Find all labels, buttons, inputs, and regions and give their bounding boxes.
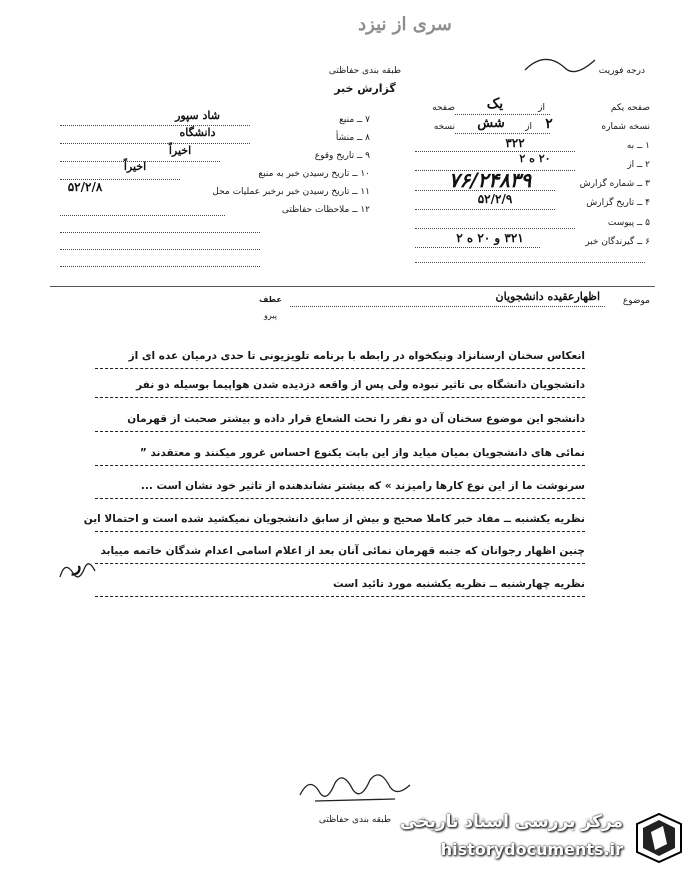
margin-scribble (55, 555, 100, 587)
watermark-text-en: historydocuments.ir (440, 840, 623, 859)
ref-atf-label: عطف (259, 295, 282, 304)
body-line: سرنوشت ما از این نوع کارها رامیزند » که بیشتر نشاندهنده از تاثیر خود نشان است ... (140, 480, 585, 492)
copy-unit: نسخه (433, 122, 455, 132)
body-line: چنین اظهار رجوانان که جنبه قهرمان نمائی آنان بعد از اعلام اسامی اعدام شدگان خاتمه مییابد (100, 545, 585, 557)
body-line: دانشجویان دانشگاه بی تاثیر نبوده ولی پس از واقعه دزدیده شدن هواپیما بوسیله دو نفر (136, 379, 585, 391)
subject-value: اظهارعقیده دانشجویان (495, 290, 600, 303)
page-label: صفحه یکم (610, 103, 650, 113)
field-received-ops-value: ۵۲/۲/۸ (67, 180, 103, 194)
body-line: دانشجو این موضوع سخنان آن دو نفر را تحت الشعاع قرار داده و بیشتر صحبت از قهرمان (127, 413, 585, 425)
field-received-source-label: ۱۰ ــ تاریخ رسیدن خبر به منبع (258, 169, 370, 179)
header-divider (50, 286, 655, 287)
page-from: از (538, 103, 545, 113)
subject-label: موضوع (622, 296, 650, 306)
report-number-label: ۳ ــ شماره گزارش (579, 179, 650, 189)
urgency-label: درجه فوریت (598, 66, 645, 76)
to-value: ۳۲۲ (505, 136, 525, 150)
page-unit: صفحه (432, 103, 455, 113)
field-event-date-value: اخیراً (168, 144, 192, 157)
field-event-date-label: ۹ ــ تاریخ وقوع (314, 151, 370, 161)
report-date-label: ۴ ــ تاریخ گزارش (586, 198, 650, 208)
report-number-value: ۷۶/۲۴۸۳۹ (448, 168, 532, 192)
to-label: ۱ ــ به (626, 141, 650, 151)
copy-label: نسخه شماره (601, 122, 650, 132)
copy-from: از (525, 122, 532, 132)
recipients-value: ۳۲۱ و ۲۰ ه ۲ (456, 231, 524, 245)
from-value: ۲۰ ه ۲ (519, 152, 551, 165)
classification-label-top: طبقه بندی حفاظتی (328, 66, 402, 76)
body-line: نظریه چهارشنبه ــ نظریه یکشنبه مورد تائید است (333, 578, 585, 590)
attachment-label: ۵ ــ پیوست (607, 218, 650, 228)
watermark (400, 808, 693, 868)
top-stamp: سری از نیزد (358, 14, 452, 35)
body-line: نظریه یکشنبه ــ مفاد خبر کاملا صحیح و بیش از سابق دانشجویان نمیکشید شده است و احتمالا این (83, 513, 585, 525)
document-logo-icon (629, 810, 689, 866)
signature (295, 765, 415, 810)
watermark-text-fa: مرکز بررسی اسناد تاریخی (400, 812, 623, 832)
field-source-label: ۷ ــ منبع (339, 115, 370, 125)
copy-total: شش (477, 116, 505, 131)
ref-peyro-label: پیرو (264, 311, 277, 320)
from-label: ۲ ــ از (627, 160, 650, 170)
classification-label-bottom: طبقه بندی حفاظتی (318, 815, 392, 825)
body-line: نمائی های دانشجویان بمیان میاید واز این بابت یکنوع احساس غرور میکنند و معتقدند ” (139, 447, 585, 459)
report-date-value: ۵۲/۲/۹ (477, 192, 513, 206)
field-source-value: شاد سپور (175, 109, 220, 122)
margin-note: ر (72, 555, 82, 576)
field-origin-label: ۸ ــ منشأ (335, 133, 370, 143)
urgency-mark (515, 40, 605, 90)
copy-value: ۲ (545, 116, 553, 132)
report-title: گزارش خبر (334, 82, 396, 95)
field-security-notes-label: ۱۲ ــ ملاحظات حفاظتی (281, 205, 370, 215)
field-origin-value: دانشگاه (179, 126, 216, 139)
field-received-ops-label: ۱۱ ــ تاریخ رسیدن خبر برخبر عملیات محل (212, 187, 370, 197)
page-value: یک (486, 96, 504, 112)
recipients-label: ۶ ــ گیرندگان خبر (585, 237, 650, 247)
body-line: انعکاس سخنان ارسنانزاد ونیکخواه در رابطه با برنامه تلویزیونی تا حدی درمیان عده ای از (128, 350, 585, 362)
field-received-source-value: اخیراً (123, 160, 147, 173)
